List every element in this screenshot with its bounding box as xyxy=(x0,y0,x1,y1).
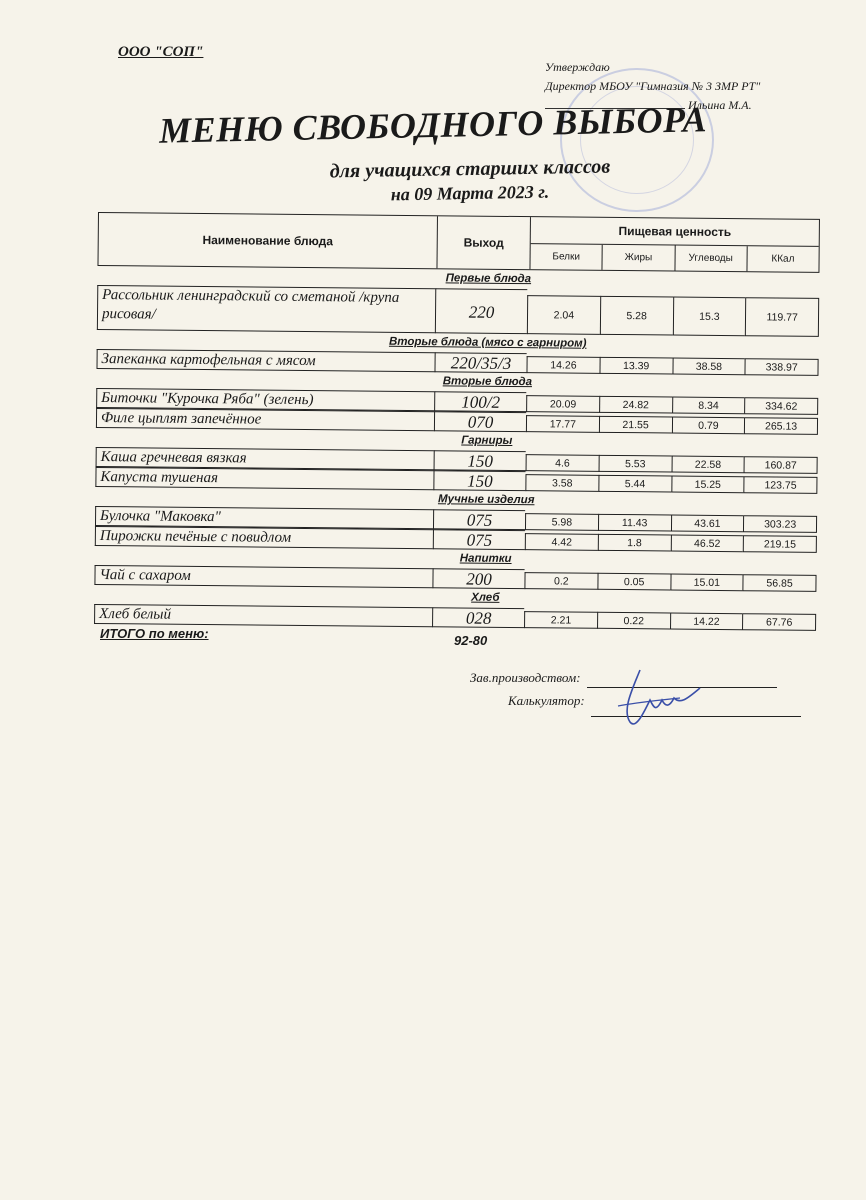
dish-output: 220/35/3 xyxy=(434,352,526,373)
header-nutrition: Пищевая ценность xyxy=(531,217,819,247)
dish-protein: 2.04 xyxy=(527,295,600,335)
dish-fat: 0.05 xyxy=(597,573,670,591)
dish-output: 150 xyxy=(434,450,526,471)
dish-protein: 4.6 xyxy=(526,454,599,472)
dish-name: Рассольник ленинградский со сметаной /крупа рисовая/ xyxy=(97,285,435,333)
header-output: Выход xyxy=(437,216,530,269)
dish-fat: 0.22 xyxy=(597,612,670,630)
dish-name: Капуста тушеная xyxy=(95,467,433,490)
dish-carbs: 22.58 xyxy=(671,456,744,474)
organization-name: ООО "СОП" xyxy=(118,44,204,60)
dish-kcal: 119.77 xyxy=(745,297,819,337)
menu-table xyxy=(94,212,820,631)
dish-name: Чай с сахаром xyxy=(94,565,432,588)
approval-line-2: Директор МБОУ "Гимназия № 3 ЗМР РТ" xyxy=(545,79,761,93)
dish-kcal: 123.75 xyxy=(744,476,818,494)
dish-output: 200 xyxy=(432,568,524,589)
dish-output: 075 xyxy=(433,529,525,550)
dish-output: 100/2 xyxy=(434,391,526,412)
dish-carbs: 38.58 xyxy=(672,358,745,376)
dish-name: Хлеб белый xyxy=(94,604,432,627)
dish-output: 028 xyxy=(432,607,524,628)
dish-protein: 0.2 xyxy=(524,572,597,590)
dish-carbs: 15.25 xyxy=(671,476,744,494)
dish-carbs: 8.34 xyxy=(672,397,745,415)
header-nutrition-group xyxy=(530,217,818,272)
dish-name: Филе цыплят запечённое xyxy=(96,408,434,431)
category-header: Напитки xyxy=(459,552,512,565)
dish-carbs: 46.52 xyxy=(670,535,743,553)
dish-fat: 5.44 xyxy=(598,475,671,493)
dish-output: 150 xyxy=(433,470,525,491)
dish-name: Биточки "Курочка Ряба" (зелень) xyxy=(96,388,434,411)
dish-carbs: 15.01 xyxy=(670,574,743,592)
dish-protein: 5.98 xyxy=(525,513,598,531)
header-carbs: Углеводы xyxy=(675,246,747,272)
dish-kcal: 303.23 xyxy=(743,515,817,533)
approval-line-1: Утверждаю xyxy=(545,60,610,74)
dish-fat: 13.39 xyxy=(599,357,672,375)
calculator-label: Калькулятор: xyxy=(508,693,585,708)
handwritten-signature xyxy=(610,660,710,735)
dish-protein: 17.77 xyxy=(526,415,599,433)
dish-output: 070 xyxy=(434,411,526,432)
dish-kcal: 67.76 xyxy=(742,613,816,631)
dish-kcal: 56.85 xyxy=(743,574,817,592)
total-label: ИТОГО по меню: xyxy=(100,626,209,641)
dish-protein: 2.21 xyxy=(524,611,597,629)
document-subtitle: для учащихся старших классов xyxy=(329,155,611,183)
header-dish-name: Наименование блюда xyxy=(98,213,437,268)
dish-protein: 20.09 xyxy=(526,395,599,413)
dish-carbs: 0.79 xyxy=(671,417,744,435)
category-header: Вторые блюда (мясо с гарниром) xyxy=(388,335,587,350)
category-header: Хлеб xyxy=(471,591,500,604)
dish-kcal: 265.13 xyxy=(744,417,818,435)
production-label: Зав.производством: xyxy=(470,670,581,685)
table-body xyxy=(94,266,819,631)
document-date: на 09 Марта 2023 г. xyxy=(390,181,550,205)
table-row xyxy=(97,285,819,337)
dish-fat: 21.55 xyxy=(599,416,672,434)
dish-name: Пирожки печёные с повидлом xyxy=(95,526,433,549)
category-header: Вторые блюда xyxy=(442,375,533,389)
dish-fat: 5.28 xyxy=(600,296,673,336)
total-value: 92-80 xyxy=(454,633,488,648)
dish-fat: 5.53 xyxy=(598,455,671,473)
dish-protein: 4.42 xyxy=(525,533,598,551)
dish-fat: 24.82 xyxy=(599,396,672,414)
dish-output: 075 xyxy=(433,509,525,530)
dish-name: Запеканка картофельная с мясом xyxy=(96,349,434,372)
dish-kcal: 338.97 xyxy=(745,358,819,376)
dish-name: Булочка "Маковка" xyxy=(95,506,433,529)
header-fat: Жиры xyxy=(603,245,675,271)
dish-kcal: 219.15 xyxy=(743,535,817,553)
dish-carbs: 43.61 xyxy=(670,515,743,533)
category-header: Гарниры xyxy=(461,434,513,447)
dish-carbs: 15.3 xyxy=(672,297,745,337)
dish-protein: 3.58 xyxy=(525,474,598,492)
dish-fat: 11.43 xyxy=(598,514,671,532)
dish-kcal: 160.87 xyxy=(744,456,818,474)
document-title: МЕНЮ СВОБОДНОГО ВЫБОРА xyxy=(158,99,708,151)
dish-name: Каша гречневая вязкая xyxy=(96,447,434,470)
dish-protein: 14.26 xyxy=(526,356,599,374)
dish-kcal: 334.62 xyxy=(744,397,818,415)
header-kcal: ККал xyxy=(771,253,795,265)
category-header: Мучные изделия xyxy=(437,493,535,507)
director-name: Ильина М.А. xyxy=(688,98,752,112)
category-header: Первые блюда xyxy=(445,272,532,286)
dish-carbs: 14.22 xyxy=(670,613,743,631)
header-protein: Белки xyxy=(530,244,602,270)
table-header xyxy=(97,212,819,273)
dish-output: 220 xyxy=(435,288,527,334)
dish-fat: 1.8 xyxy=(598,534,671,552)
